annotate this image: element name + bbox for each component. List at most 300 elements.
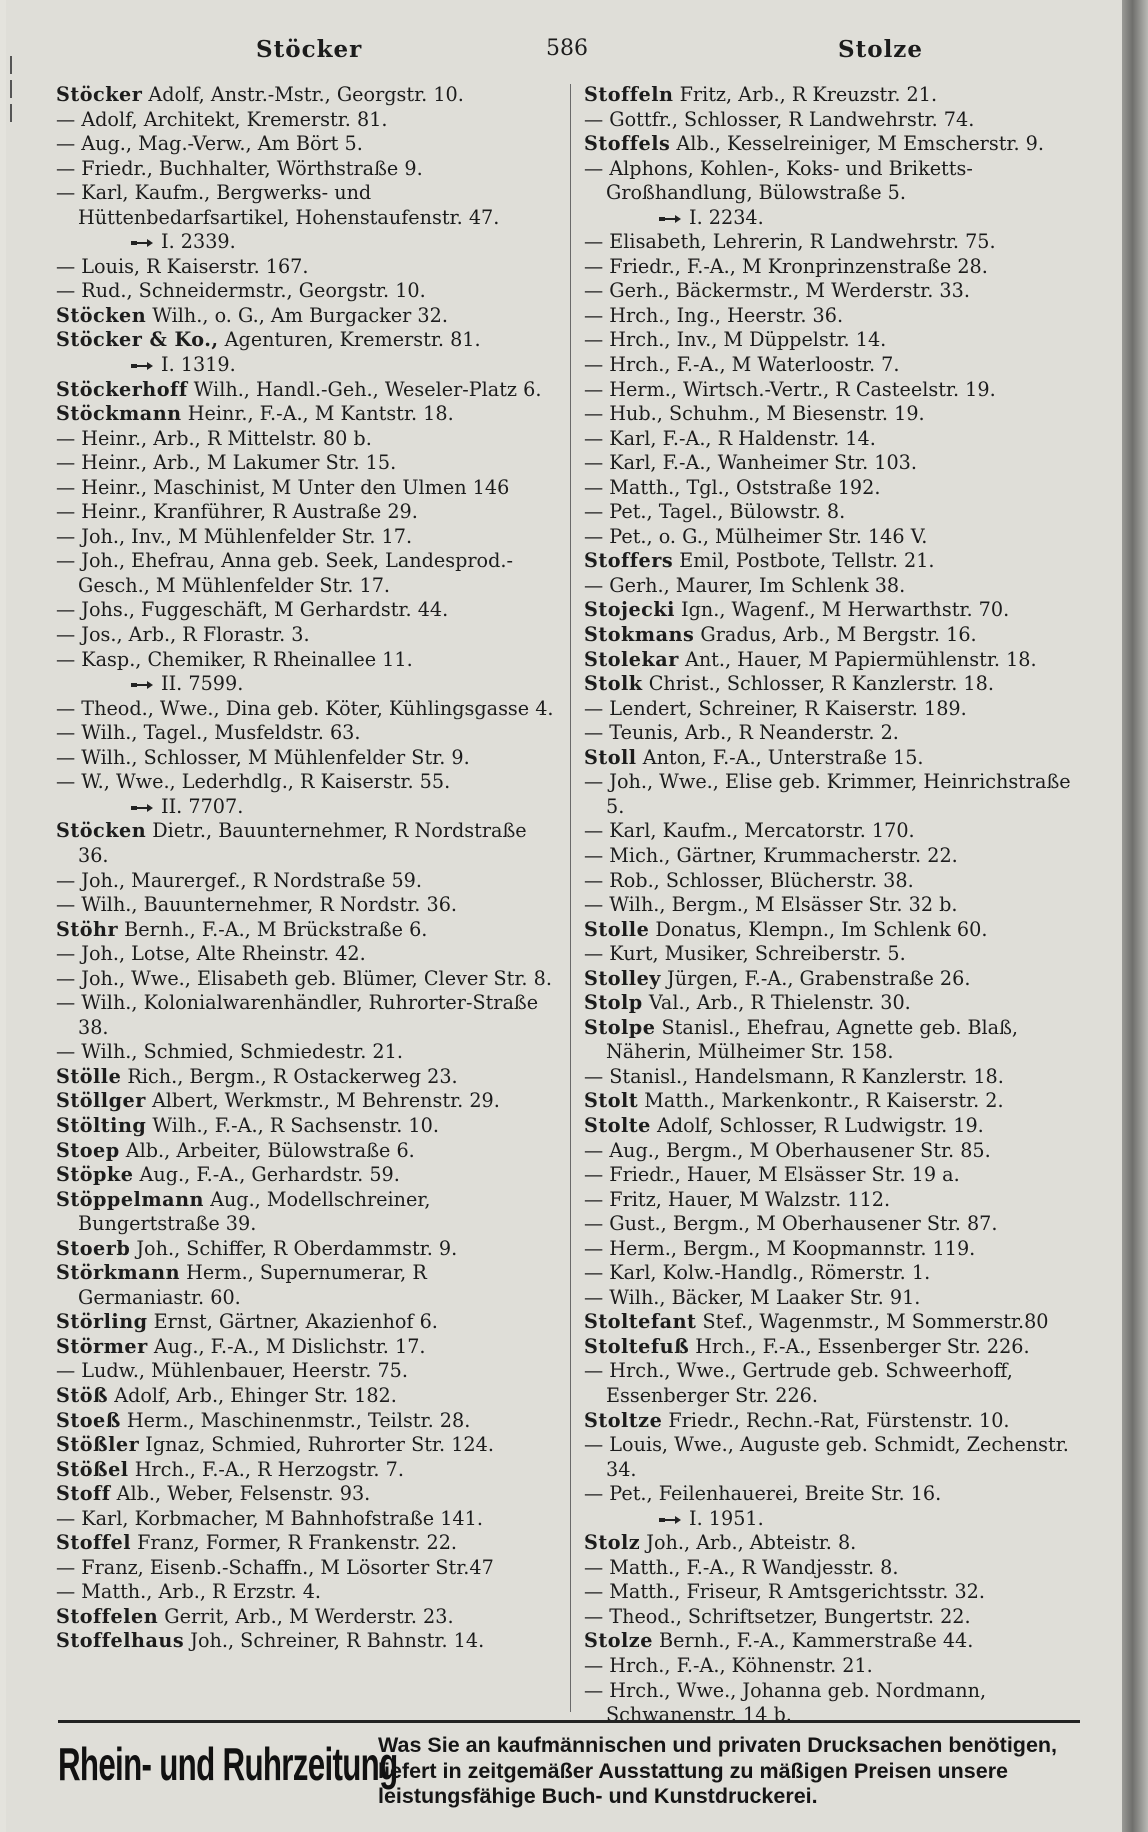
entry-details: — Theod., Schriftsetzer, Bungertstr. 22. (584, 1604, 971, 1628)
directory-entry (584, 1237, 1086, 1262)
surname: Stoffel (56, 1531, 132, 1555)
directory-entry (584, 1654, 1086, 1679)
surname: Störling (56, 1310, 148, 1334)
directory-entry (56, 1605, 556, 1630)
surname: Stolekar (584, 647, 679, 671)
directory-entry (56, 500, 556, 525)
entry-details: — Karl, Kaufm., Mercatorstr. 170. (584, 819, 915, 843)
directory-entry (584, 451, 1086, 476)
surname: Stölting (56, 1113, 147, 1137)
surname: Stöckerhoff (56, 377, 188, 401)
page-edge (1122, 0, 1148, 1832)
entry-details: Gradus, Arb., M Bergstr. 16. (694, 623, 977, 647)
directory-entry (56, 1556, 556, 1581)
directory-entry (56, 648, 556, 673)
entry-details: Donatus, Klempn., Im Schlenk 60. (649, 917, 988, 941)
entry-details: Aug., F.-A., Gerhardstr. 59. (133, 1163, 400, 1187)
page-header (46, 36, 1076, 70)
surname: Stoffers (584, 549, 674, 573)
entry-details: — Karl, Korbmacher, M Bahnhofstraße 141. (56, 1506, 483, 1530)
directory-entry (584, 1139, 1086, 1164)
directory-entry (56, 1409, 556, 1434)
entry-details: — Matth., F.-A., R Wandjesstr. 8. (584, 1555, 899, 1579)
directory-entry (56, 1065, 556, 1090)
entry-details: Ignaz, Schmied, Ruhrorter Str. 124. (139, 1433, 494, 1457)
directory-entry (56, 1629, 556, 1654)
directory-entry (56, 427, 556, 452)
surname: Stoffeln (584, 83, 674, 106)
directory-entry (56, 1359, 556, 1384)
directory-entry (584, 1261, 1086, 1286)
directory-entry (56, 721, 556, 746)
entry-details: Wilh., F.-A., R Sachsenstr. 10. (146, 1113, 439, 1137)
entry-details: Anton, F.-A., Unterstraße 15. (636, 745, 924, 769)
directory-entry (584, 869, 1086, 894)
entry-details: Stef., Wagenmstr., M Sommerstr.80 (696, 1310, 1049, 1334)
entry-details: — Pet., Tagel., Bülowstr. 8. (584, 500, 846, 524)
entry-details: — Friedr., Buchhalter, Wörthstraße 9. (56, 156, 423, 180)
entry-details: — Mich., Gärtner, Krummacherstr. 22. (584, 843, 958, 867)
entry-details: — Wilh., Schlosser, M Mühlenfelder Str. 9. (56, 745, 470, 769)
right-column (584, 83, 1086, 1727)
surname: Stößel (56, 1457, 129, 1481)
directory-entry (56, 893, 556, 918)
entry-details: Aug., Modellschreiner, Bungertstraße 39. (78, 1187, 431, 1236)
entry-details: — Joh., Wwe., Elise geb. Krimmer, Heinrichstraße 5. (584, 770, 1071, 818)
directory-entry (56, 378, 556, 403)
entry-details: Hrch., F.-A., Essenberger Str. 226. (689, 1334, 1030, 1358)
directory-entry (56, 1139, 556, 1164)
entry-details: — Hrch., Wwe., Gertrude geb. Schweerhoff, Essenberger Str. 226. (584, 1359, 1013, 1407)
entry-details: — Theod., Wwe., Dina geb. Köter, Kühlingsgasse 4. (56, 696, 554, 720)
directory-entry (584, 279, 1086, 304)
entry-details: Alb., Arbeiter, Bülowstraße 6. (119, 1138, 415, 1162)
directory-entry (56, 108, 556, 133)
directory-entry (584, 991, 1086, 1016)
directory-entry (56, 279, 556, 304)
surname: Stolt (584, 1089, 639, 1113)
surname: Stoltefuß (584, 1334, 690, 1358)
entry-details: — Wilh., Bauunternehmer, R Nordstr. 36. (56, 893, 458, 917)
entry-details: — Friedr., F.-A., M Kronprinzenstraße 28. (584, 254, 988, 278)
surname: Stoll (584, 745, 637, 769)
directory-entry (584, 83, 1086, 108)
surname: Stöpke (56, 1163, 134, 1187)
entry-details: Bernh., F.-A., Kammerstraße 44. (652, 1629, 974, 1653)
directory-entry (56, 328, 556, 353)
surname: Stolley (584, 966, 661, 990)
entry-details: — Wilh., Schmied, Schmiedestr. 21. (56, 1040, 403, 1064)
surname: Stoltze (584, 1408, 663, 1432)
directory-entry (584, 1629, 1086, 1654)
directory-entry (584, 893, 1086, 918)
directory-entry (56, 1433, 556, 1458)
entry-details: Emil, Postbote, Tellstr. 21. (673, 549, 935, 573)
entry-details: Dietr., Bauunternehmer, R Nordstraße 36. (78, 819, 527, 867)
directory-entry (56, 623, 556, 648)
telephone-icon (131, 804, 153, 812)
directory-entry (584, 697, 1086, 722)
directory-entry (56, 967, 556, 992)
surname: Stolpe (584, 1015, 656, 1039)
directory-entry (584, 1482, 1086, 1507)
surname: Stöcken (56, 303, 147, 327)
entry-details: — Ludw., Mühlenbauer, Heerstr. 75. (56, 1359, 408, 1383)
entry-details: — Gerh., Maurer, Im Schlenk 38. (584, 573, 906, 597)
margin-marks (6, 50, 16, 122)
directory-entry (584, 353, 1086, 378)
directory-entry (584, 1605, 1086, 1630)
directory-entry (584, 304, 1086, 329)
entry-details: — Matth., Friseur, R Amtsgerichtsstr. 32. (584, 1580, 985, 1604)
entry-details: — Joh., Wwe., Elisabeth geb. Blümer, Clever Str. 8. (56, 966, 552, 990)
entry-details: Ign., Wagenf., M Herwarthstr. 70. (674, 598, 1010, 622)
directory-entry (56, 1114, 556, 1139)
directory-entry (584, 1310, 1086, 1335)
entry-details: — Alphons, Kohlen-, Koks- und Briketts-Großhandlung, Bülowstraße 5. (584, 156, 973, 205)
directory-entry (56, 1188, 556, 1237)
entry-details: — Kasp., Chemiker, R Rheinallee 11. (56, 647, 413, 671)
directory-entry (56, 918, 556, 943)
entry-details: — Hrch., F.-A., Köhnenstr. 21. (584, 1654, 873, 1677)
entry-details: — Hub., Schuhm., M Biesenstr. 19. (584, 402, 925, 426)
entry-details: — Karl, F.-A., R Haldenstr. 14. (584, 426, 876, 450)
entry-details: — Pet., o. G., Mülheimer Str. 146 V. (584, 524, 928, 548)
entry-details: Joh., Arb., Abteistr. 8. (640, 1531, 857, 1555)
directory-entry (56, 255, 556, 280)
surname: Störmer (56, 1334, 148, 1358)
entry-details: — Joh., Maurergef., R Nordstraße 59. (56, 868, 422, 892)
entry-details: Ernst, Gärtner, Akazienhof 6. (147, 1310, 438, 1334)
entry-details: Heinr., F.-A., M Kantstr. 18. (181, 402, 454, 426)
directory-entry (584, 721, 1086, 746)
directory-entry (584, 770, 1086, 819)
entry-details: — Rud., Schneidermstr., Georgstr. 10. (56, 279, 426, 303)
surname: Störkmann (56, 1261, 181, 1285)
directory-page (6, 0, 1122, 1832)
surname: Stöß (56, 1383, 109, 1407)
entry-details: Matth., Markenkontr., R Kaiserstr. 2. (638, 1089, 1004, 1113)
entry-details: — Heinr., Arb., R Mittelstr. 80 b. (56, 426, 372, 450)
directory-entry (584, 1433, 1086, 1482)
entry-details: Herm., Maschinenmstr., Teilstr. 28. (120, 1408, 471, 1432)
surname: Stolp (584, 991, 643, 1015)
directory-entry (56, 697, 556, 722)
entry-details: — Wilh., Bergm., M Elsässer Str. 32 b. (584, 893, 958, 917)
entry-details: Ant., Hauer, M Papiermühlenstr. 18. (678, 647, 1037, 671)
directory-entry (584, 1016, 1086, 1065)
surname: Stöcken (56, 819, 147, 843)
entry-details: Wilh., o. G., Am Burgacker 32. (146, 303, 448, 327)
directory-entry (584, 1409, 1086, 1434)
surname: Stoerb (56, 1236, 131, 1260)
entry-details: Friedr., Rechn.-Rat, Fürstenstr. 10. (662, 1408, 1010, 1432)
entry-details: Fritz, Arb., R Kreuzstr. 21. (673, 83, 938, 106)
phone-number: II. 7707. (161, 794, 244, 818)
entry-details: — Kurt, Musiker, Schreiberstr. 5. (584, 942, 906, 966)
directory-entry (584, 1556, 1086, 1581)
directory-entry (56, 1507, 556, 1532)
entry-details: — Louis, Wwe., Auguste geb. Schmidt, Zechenstr. 34. (584, 1433, 1069, 1481)
surname: Stoffelen (56, 1604, 159, 1628)
entry-details: — Joh., Lotse, Alte Rheinstr. 42. (56, 942, 366, 966)
phone-number: II. 7599. (161, 672, 244, 696)
entry-details: — Pet., Feilenhauerei, Breite Str. 16. (584, 1482, 942, 1506)
phone-number: I. 2339. (161, 230, 236, 254)
directory-entry (584, 1163, 1086, 1188)
directory-entry (584, 1065, 1086, 1090)
entry-details: Alb., Kesselreiniger, M Emscherstr. 9. (670, 132, 1044, 156)
entry-details: — Joh., Ehefrau, Anna geb. Seek, Landesprod.-Gesch., M Mühlenfelder Str. 17. (56, 549, 513, 597)
entry-details: — Hrch., Wwe., Johanna geb. Nordmann, Schwanenstr. 14 b. (584, 1678, 987, 1727)
entry-details: Joh., Schiffer, R Oberdammstr. 9. (130, 1236, 458, 1260)
directory-entry (56, 1163, 556, 1188)
surname: Stoep (56, 1138, 120, 1162)
entry-details: — Gerh., Bäckermstr., M Werderstr. 33. (584, 279, 970, 303)
entry-details: Wilh., Handl.-Geh., Weseler-Platz 6. (187, 377, 542, 401)
surname: Stoff (56, 1482, 111, 1506)
directory-entry (584, 967, 1086, 992)
surname: Stoltefant (584, 1310, 697, 1334)
entry-details: — W., Wwe., Lederhdlg., R Kaiserstr. 55. (56, 770, 451, 794)
directory-entry (56, 1261, 556, 1310)
directory-entry (584, 427, 1086, 452)
ad-brand: Rhein- und Ruhrzeitung (58, 1738, 398, 1790)
entry-details: — Karl, F.-A., Wanheimer Str. 103. (584, 451, 917, 475)
surname: Stoeß (56, 1408, 121, 1432)
directory-entry (56, 819, 556, 868)
directory-entry (56, 869, 556, 894)
directory-entry (584, 476, 1086, 501)
entry-details: — Wilh., Bäcker, M Laaker Str. 91. (584, 1285, 921, 1309)
directory-entry (56, 1310, 556, 1335)
directory-entry (56, 1040, 556, 1065)
directory-entry (56, 1482, 556, 1507)
header-right-keyword: Stolze (838, 36, 924, 63)
entry-details: Adolf, Arb., Ehinger Str. 182. (108, 1383, 397, 1407)
surname: Stolz (584, 1531, 641, 1555)
directory-entry (584, 918, 1086, 943)
surname: Stöcker (56, 83, 143, 106)
entry-details: — Adolf, Architekt, Kremerstr. 81. (56, 107, 388, 131)
directory-entry (584, 1286, 1086, 1311)
directory-entry (56, 942, 556, 967)
entry-details: Bernh., F.-A., M Brückstraße 6. (118, 917, 428, 941)
entry-details: — Stanisl., Handelsmann, R Kanzlerstr. 18. (584, 1064, 1004, 1088)
entry-details: — Johs., Fuggeschäft, M Gerhardstr. 44. (56, 598, 449, 622)
directory-entry (584, 1114, 1086, 1139)
entry-details: — Herm., Wirtsch.-Vertr., R Casteelstr. 19. (584, 377, 996, 401)
directory-entry (584, 1580, 1086, 1605)
entry-details: — Aug., Mag.-Verw., Am Bört 5. (56, 132, 363, 156)
page-number: 586 (546, 36, 588, 61)
entry-details: — Heinr., Maschinist, M Unter den Ulmen 146 (56, 475, 510, 499)
directory-entry (584, 1359, 1086, 1408)
directory-entry (584, 819, 1086, 844)
directory-entry (584, 844, 1086, 869)
left-column (56, 83, 556, 1683)
directory-entry (584, 1212, 1086, 1237)
surname: Stößler (56, 1433, 140, 1457)
directory-entry (584, 623, 1086, 648)
entry-details: — Wilh., Tagel., Musfeldstr. 63. (56, 721, 361, 745)
entry-details: — Heinr., Kranführer, R Austraße 29. (56, 500, 418, 524)
entry-details: Agenturen, Kremerstr. 81. (218, 328, 481, 352)
advertisement (58, 1720, 1080, 1823)
surname: Stoffels (584, 132, 671, 156)
entry-details: — Elisabeth, Lehrerin, R Landwehrstr. 75. (584, 230, 996, 254)
entry-details: — Karl, Kaufm., Bergwerks- und Hüttenbedarfsartikel, Hohenstaufenstr. 47. (56, 181, 500, 229)
surname: Stölle (56, 1064, 122, 1088)
telephone-icon (131, 362, 153, 370)
entry-details: Stanisl., Ehefrau, Agnette geb. Blaß, Näherin, Mülheimer Str. 158. (606, 1015, 1019, 1064)
surname: Stolk (584, 672, 643, 696)
entry-details: — Gust., Bergm., M Oberhausener Str. 87. (584, 1212, 998, 1236)
telephone-icon (131, 239, 153, 247)
directory-entry (56, 525, 556, 550)
directory-entry (56, 549, 556, 598)
directory-entry (56, 770, 556, 795)
entry-details: — Heinr., Arb., M Lakumer Str. 15. (56, 451, 397, 475)
directory-entry (584, 230, 1086, 255)
phone-number: I. 1319. (161, 353, 236, 377)
directory-entry (56, 451, 556, 476)
directory-entry (56, 157, 556, 182)
directory-entry (584, 255, 1086, 280)
surname: Stöckmann (56, 402, 182, 426)
directory-entry (584, 672, 1086, 697)
directory-entry (584, 1089, 1086, 1114)
surname: Stöppelmann (56, 1187, 204, 1211)
entry-details: — Franz, Eisenb.-Schaffn., M Lösorter Str.47 (56, 1555, 494, 1579)
ad-text: Was Sie an kaufmännischen und privaten Drucksachen benötigen, liefert in zeitgemäßer Ausstattung zu mäßigen Preisen unsere leistungsfähige Buch- und Kunstdruckerei. (378, 1733, 1058, 1808)
directory-entry (56, 1335, 556, 1360)
entry-details: Aug., F.-A., M Dislichstr. 17. (147, 1334, 426, 1358)
directory-entry (56, 304, 556, 329)
entry-details: Gerrit, Arb., M Werderstr. 23. (158, 1604, 454, 1628)
entry-details: — Teunis, Arb., R Neanderstr. 2. (584, 721, 899, 745)
entry-details: Alb., Weber, Felsenstr. 93. (110, 1482, 371, 1506)
entry-details: — Jos., Arb., R Florastr. 3. (56, 623, 310, 647)
directory-entry (584, 574, 1086, 599)
phone-entry (56, 353, 556, 378)
entry-details: Christ., Schlosser, R Kanzlerstr. 18. (642, 672, 994, 696)
directory-entry (584, 1188, 1086, 1213)
phone-number: I. 1951. (689, 1506, 764, 1530)
entry-details: — Matth., Arb., R Erzstr. 4. (56, 1580, 322, 1604)
directory-entry (584, 500, 1086, 525)
entry-details: — Hrch., Inv., M Düppelstr. 14. (584, 328, 887, 352)
entry-details: Hrch., F.-A., R Herzogstr. 7. (128, 1457, 404, 1481)
entry-details: Jürgen, F.-A., Grabenstraße 26. (660, 966, 971, 990)
directory-entry (584, 1531, 1086, 1556)
entry-details: — Friedr., Hauer, M Elsässer Str. 19 a. (584, 1163, 960, 1187)
entry-details: Adolf, Anstr.-Mstr., Georgstr. 10. (142, 83, 464, 106)
telephone-icon (659, 1516, 681, 1524)
directory-entry (56, 181, 556, 230)
entry-details: Franz, Former, R Frankenstr. 22. (131, 1531, 458, 1555)
directory-entry (56, 83, 556, 108)
directory-entry (56, 746, 556, 771)
surname: Stöcker & Ko., (56, 328, 219, 352)
entry-details: — Hrch., F.-A., M Waterloostr. 7. (584, 353, 900, 377)
entry-details: — Herm., Bergm., M Koopmannstr. 119. (584, 1236, 976, 1260)
telephone-icon (659, 215, 681, 223)
entry-details: — Lendert, Schreiner, R Kaiserstr. 189. (584, 696, 967, 720)
directory-entry (584, 525, 1086, 550)
directory-entry (56, 1531, 556, 1556)
directory-entry (56, 1458, 556, 1483)
directory-entry (56, 1384, 556, 1409)
directory-entry (584, 378, 1086, 403)
directory-entry (56, 598, 556, 623)
directory-entry (584, 549, 1086, 574)
directory-entry (584, 108, 1086, 133)
phone-entry (56, 795, 556, 820)
directory-entry (56, 476, 556, 501)
phone-number: I. 2234. (689, 205, 764, 229)
directory-entry (584, 598, 1086, 623)
entry-details: Albert, Werkmstr., M Behrenstr. 29. (145, 1089, 500, 1113)
entry-details: — Joh., Inv., M Mühlenfelder Str. 17. (56, 524, 413, 548)
directory-entry (56, 1580, 556, 1605)
entry-details: Val., Arb., R Thielenstr. 30. (642, 991, 911, 1015)
directory-entry (584, 746, 1086, 771)
header-left-keyword: Stöcker (256, 36, 363, 63)
phone-entry (584, 206, 1086, 231)
directory-entry (584, 648, 1086, 673)
surname: Stolze (584, 1629, 653, 1653)
directory-entry (584, 942, 1086, 967)
entry-details: — Fritz, Hauer, M Walzstr. 112. (584, 1187, 891, 1211)
surname: Stolle (584, 917, 650, 941)
entry-details: Adolf, Schlosser, R Ludwigstr. 19. (650, 1113, 984, 1137)
entry-details: — Louis, R Kaiserstr. 167. (56, 254, 309, 278)
surname: Stoffelhaus (56, 1629, 185, 1653)
surname: Stöhr (56, 917, 119, 941)
directory-entry (56, 991, 556, 1040)
surname: Stojecki (584, 598, 675, 622)
phone-entry (56, 230, 556, 255)
entry-details: — Aug., Bergm., M Oberhausener Str. 85. (584, 1138, 991, 1162)
entry-details: Herm., Supernumerar, R Germaniastr. 60. (78, 1261, 427, 1309)
surname: Stolte (584, 1113, 651, 1137)
entry-details: — Hrch., Ing., Heerstr. 36. (584, 303, 844, 327)
phone-entry (56, 672, 556, 697)
directory-entry (584, 157, 1086, 206)
entry-details: Joh., Schreiner, R Bahnstr. 14. (184, 1629, 485, 1653)
directory-entry (56, 402, 556, 427)
entry-details: — Matth., Tgl., Oststraße 192. (584, 475, 881, 499)
surname: Stokmans (584, 623, 695, 647)
entry-details: — Karl, Kolw.-Handlg., Römerstr. 1. (584, 1261, 931, 1285)
entry-details: Rich., Bergm., R Ostackerweg 23. (121, 1064, 458, 1088)
entry-details: — Wilh., Kolonialwarenhändler, Ruhrorter-Straße 38. (56, 991, 539, 1039)
directory-entry (584, 132, 1086, 157)
surname: Stöllger (56, 1089, 146, 1113)
directory-entry (584, 1335, 1086, 1360)
column-divider (570, 84, 571, 1712)
phone-entry (584, 1507, 1086, 1532)
directory-entry (56, 1089, 556, 1114)
directory-entry (584, 328, 1086, 353)
directory-entry (56, 1237, 556, 1262)
directory-entry (584, 402, 1086, 427)
entry-details: — Rob., Schlosser, Blücherstr. 38. (584, 868, 914, 892)
telephone-icon (131, 681, 153, 689)
directory-entry (56, 132, 556, 157)
entry-details: — Gottfr., Schlosser, R Landwehrstr. 74. (584, 107, 975, 131)
